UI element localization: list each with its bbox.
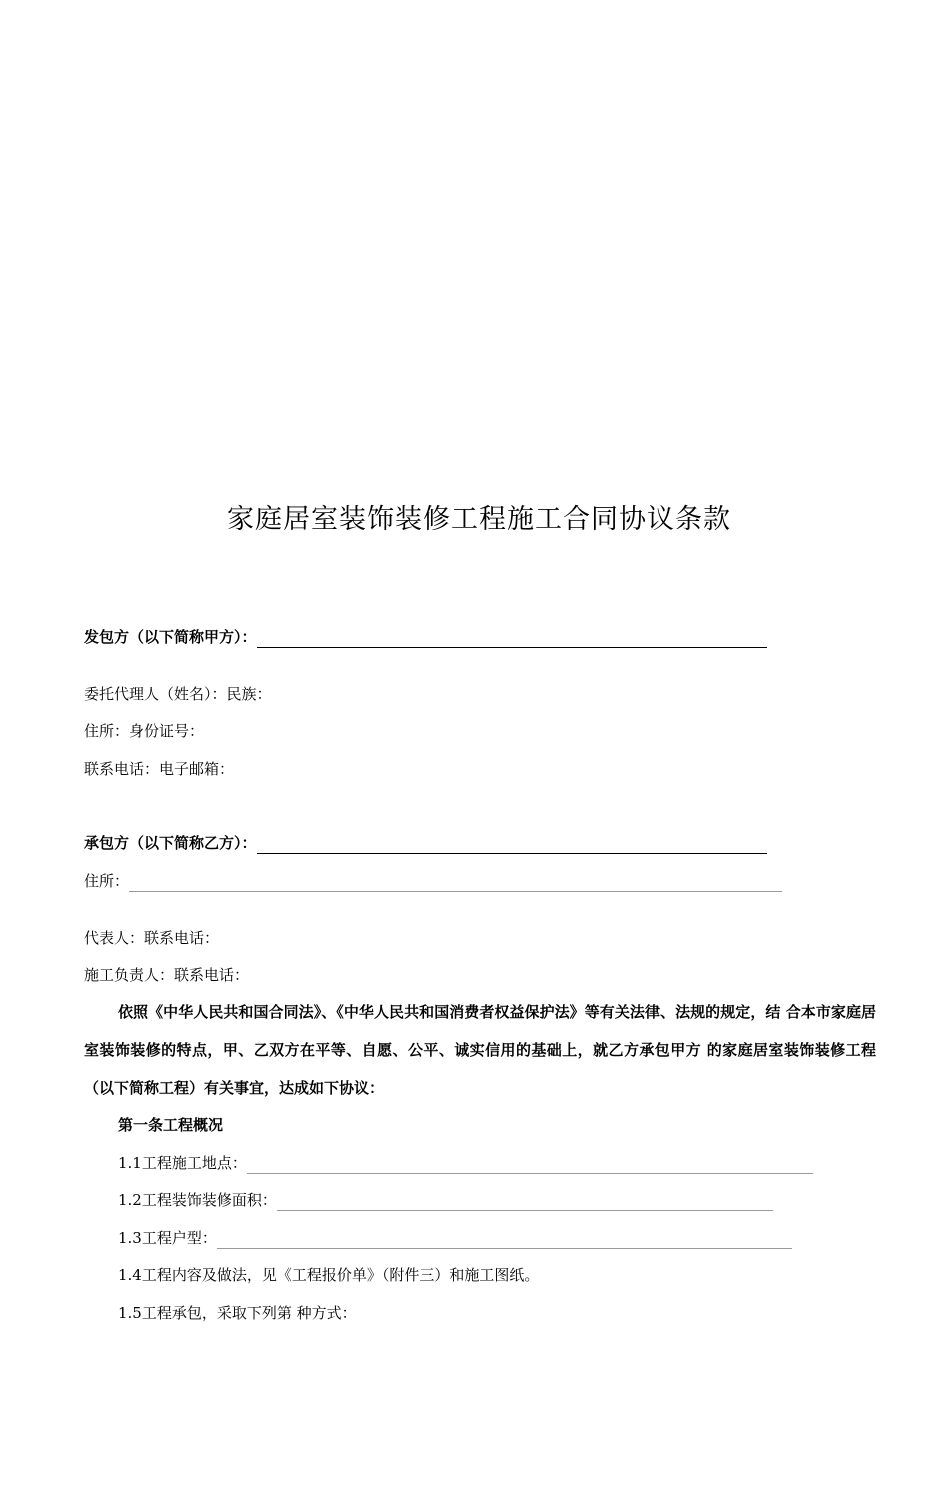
party-b-representative-line: 代表人：联系电话： (84, 929, 220, 947)
item-label: 1.3工程户型： (118, 1229, 217, 1247)
item-label: 1.2工程装饰装修面积： (118, 1191, 277, 1209)
party-b-supervisor-line: 施工负责人：联系电话： (84, 966, 250, 984)
article-1-item-method: 1.5工程承包，采取下列第 种方式： (118, 1304, 357, 1322)
article-1-item-site (118, 1152, 813, 1174)
party-a-label: 发包方（以下简称甲方）： (84, 628, 257, 646)
article-1-item-content: 1.4工程内容及做法，见《工程报价单》（附件三）和施工图纸。 (118, 1266, 540, 1284)
party-a-agent-line: 委托代理人（姓名）：民族： (84, 685, 272, 703)
item-label: 1.1工程施工地点： (118, 1154, 247, 1172)
party-a-contact-line: 联系电话：电子邮箱： (84, 760, 235, 778)
party-a-address-line: 住所：身份证号： (84, 722, 205, 740)
party-b-line (84, 832, 767, 854)
layout-blank[interactable] (217, 1232, 792, 1249)
party-b-address-label: 住所： (84, 872, 130, 890)
party-b-address-blank[interactable] (129, 875, 782, 892)
party-a-blank[interactable] (257, 631, 767, 648)
document-title: 家庭居室装饰装修工程施工合同协议条款 (227, 504, 731, 535)
preamble-paragraph: 依照《中华人民共和国合同法》、《中华人民共和国消费者权益保护法》等有关法律、法规的规定，结 合本市家庭居室装饰装修的特点，甲、乙双方在平等、自愿、公平、诚实信用的基础上，就乙方承包甲方 的家庭居室装饰装修工程（以下简称工程）有关事宜，达成如下协议： (84, 1003, 876, 1097)
site-blank[interactable] (247, 1157, 813, 1174)
article-1-item-layout (118, 1227, 792, 1249)
party-b-label: 承包方（以下简称乙方）： (84, 834, 257, 852)
party-b-address-line (84, 870, 782, 892)
article-1-heading: 第一条工程概况 (118, 1116, 224, 1134)
party-a-line (84, 626, 767, 648)
area-blank[interactable] (277, 1194, 773, 1211)
article-1-item-area (118, 1189, 773, 1211)
party-b-blank[interactable] (257, 837, 767, 854)
